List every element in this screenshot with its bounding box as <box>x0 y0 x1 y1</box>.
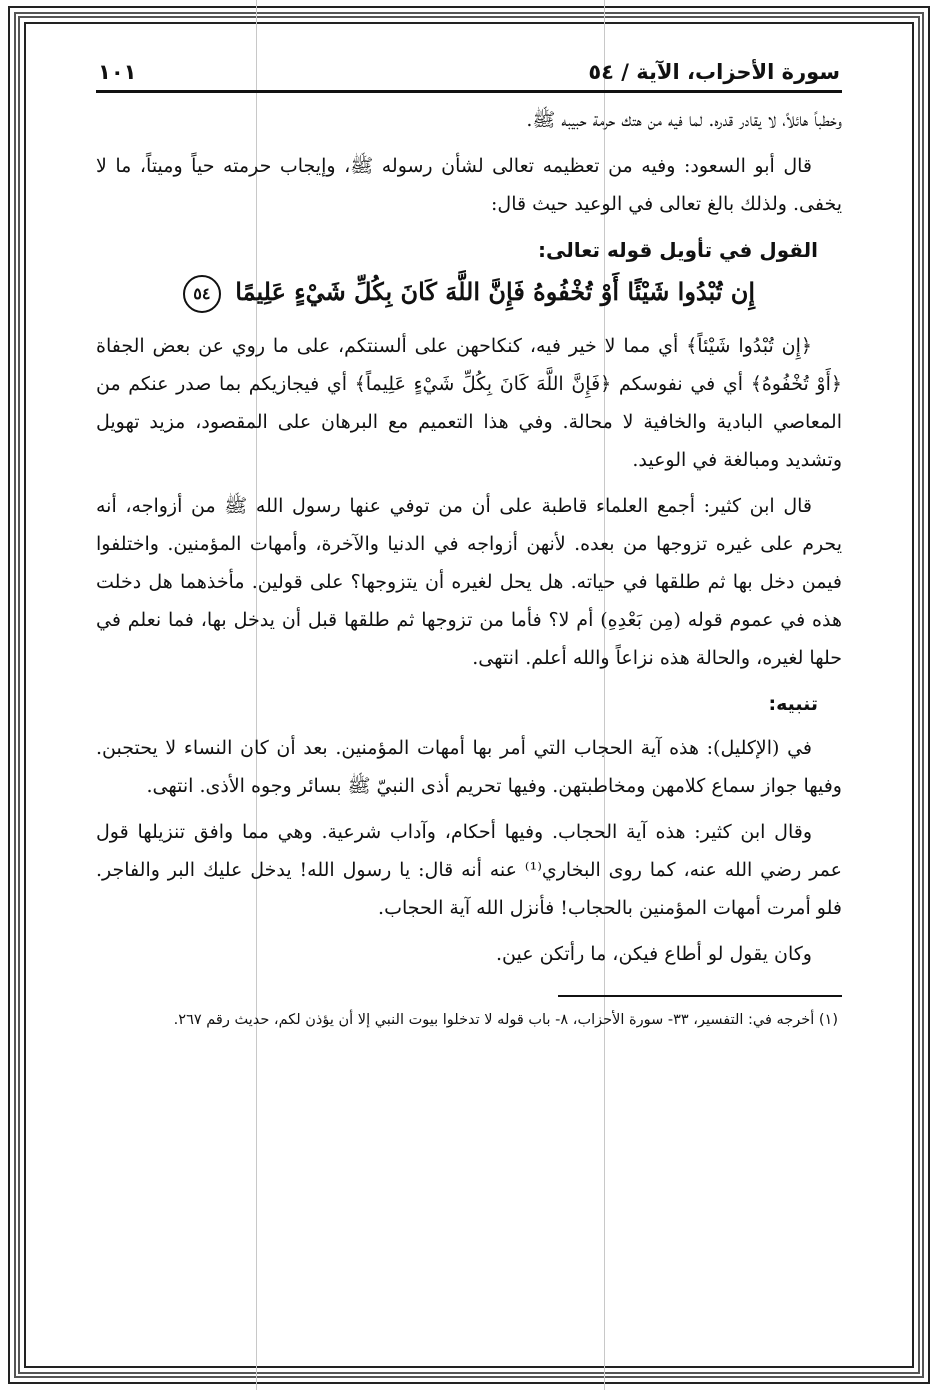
paragraph: قال أبو السعود: وفيه من تعظيمه تعالى لشأن رسوله ﷺ، وإيجاب حرمته حياً وميتاً، ما لا يخفى. ولذلك بالغ تعالى في الوعيد حيث قال: <box>96 155 842 215</box>
paragraph: وكان يقول لو أطاع فيكن، ما رأتكن عين. <box>495 943 812 965</box>
paragraph: وخطباً هائلاً، لا يقادر قدره. لما فيه من هتك حرمة حبيبه ﷺ. <box>526 109 842 131</box>
paragraph: ﴿إِن تُبْدُوا شَيْئاً﴾ أي مما لا خير فيه، كنكاحهن على ألسنتكم، على ما روي عن بعض الجفاة ﴿أَوْ تُخْفُوهُ﴾ أي في نفوسكم ﴿فَإِنَّ اللَّهَ كَانَ بِكُلِّ شَيْءٍ عَلِيماً﴾ أي فيجازيكم بما صدر عنكم من المعاصي البادية والخافية لا محالة. وفي هذا التعميم مع البرهان على المقصود، مزيد تهويل وتشديد ومبالغة في الوعيد. <box>96 335 842 471</box>
section-heading: القول في تأويل قوله تعالى: <box>538 238 818 262</box>
page-body <box>96 101 842 1033</box>
footnote: (١) أخرجه في: التفسير، ٣٣- سورة الأحزاب، ٨- باب قوله لا تدخلوا بيوت النبي إلا أن يؤذن لكم، حديث رقم ٢٦٧. <box>173 1012 838 1028</box>
verse-text: إِن تُبْدُوا شَيْئًا أَوْ تُخْفُوهُ فَإِنَّ اللَّهَ كَانَ بِكُلِّ شَيْءٍ عَلِيمًا <box>235 277 756 306</box>
quran-verse <box>96 269 842 315</box>
paragraph: وقال ابن كثير: هذه آية الحجاب. وفيها أحكام، وآداب شرعية. وهي مما وافق تنزيلها قول عمر رضي الله عنه، كما روى البخاري⁽¹⁾ عنه أنه قال: يا رسول الله! يدخل عليك البر والفاجر. فلو أمرت أمهات المؤمنين بالحجاب! فأنزل الله آية الحجاب. <box>96 821 842 919</box>
footnote-separator <box>558 995 842 997</box>
paragraph: في (الإكليل): هذه آية الحجاب التي أمر بها أمهات المؤمنين. بعد أن كان النساء لا يحتجبن. وفيها جواز سماع كلامهن ومخاطبتهن. وفيها تحريم أذى النبيّ ﷺ بسائر وجوه الأذى. انتهى. <box>96 737 842 797</box>
surah-title: سورة الأحزاب، الآية / ٥٤ <box>588 60 840 84</box>
page-header <box>96 56 842 93</box>
ayah-number-marker: ٥٤ <box>183 275 221 313</box>
note-heading: تنبيه: <box>768 693 818 715</box>
page-number: ١٠١ <box>98 60 137 84</box>
paragraph: قال ابن كثير: أجمع العلماء قاطبة على أن من توفي عنها رسول الله ﷺ من أزواجه، أنه يحرم على غيره تزوجها من بعده. لأنهن أزواجه في الدنيا والآخرة، وأمهات المؤمنين. واختلفوا فيمن دخل بها ثم طلقها في حياته. هل يحل لغيره أن يتزوجها؟ على قولين. مأخذهما هل دخلت هذه في عموم قوله (مِن بَعْدِهِ) أم لا؟ فأما من تزوجها ثم طلقها قبل أن يدخل بها، فما نعلم في حلها لغيره، والحالة هذه نزاعاً والله أعلم. انتهى. <box>96 495 842 669</box>
page-content <box>96 56 842 1033</box>
